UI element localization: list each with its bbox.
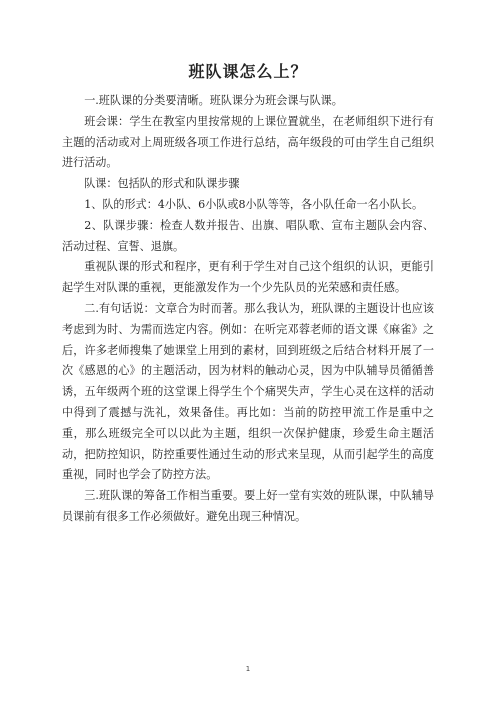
page-number: 1: [245, 665, 251, 673]
paragraph-6: 重视队课的形式和程序，更有利于学生对自己这个组织的认识，更能引起学生对队课的重视，更能激发作为一个少先队员的光荣感和责任感。: [62, 260, 434, 295]
paragraph-4: 1、队的形式：4小队、6小队或8小队等等，各小队任命一名小队长。: [84, 197, 424, 211]
paragraph-2: 班会课：学生在教室内里按常规的上课位置就坐，在老师组织下进行有主题的活动或对上周班级各项工作进行总结，高年级段的可由学生自己组织进行活动。: [62, 114, 434, 170]
paragraph-7: 二.有句话说：文章合为时而著。那么我认为，班队课的主题设计也应该考虑到为时、为需而选定内容。例如：在听完邓蓉老师的语文课《麻雀》之后，许多老师搜集了她课堂上用到的素材，回到班级之后结合材料开展了一次《感恩的心》的主题活动，因为材料的触动心灵，因为中队辅导员循循善诱，五年级两个班的这堂课上得学生个个痛哭失声，学生心灵在这样的活动中得到了震撼与洗礼，效果备佳。再比如：当前的防控甲流工作是重中之重，那么班级完全可以以此为主题，组织一次保护健康，珍爱生命主题活动，把防控知识，防控重要性通过生动的形式来呈现，从而引起学生的高度重视，同时也学会了防控方法。: [62, 301, 434, 482]
paragraph-5: 2、队课步骤：检查人数并报告、出旗、唱队歌、宣布主题队会内容、活动过程、宣誓、退旗。: [62, 218, 434, 253]
document-body: [62, 91, 434, 528]
paragraph-8: 三.班队课的筹备工作相当重要。要上好一堂有实效的班队课，中队辅导员课前有很多工作必须做好。避免出现三种情况。: [62, 489, 434, 523]
paragraph-3: 队课：包括队的形式和队课步骤: [84, 177, 240, 191]
document-title: 班队课怎么上？: [188, 62, 308, 81]
paragraph-1: 一.班队课的分类要清晰。班队课分为班会课与队课。: [84, 94, 343, 107]
